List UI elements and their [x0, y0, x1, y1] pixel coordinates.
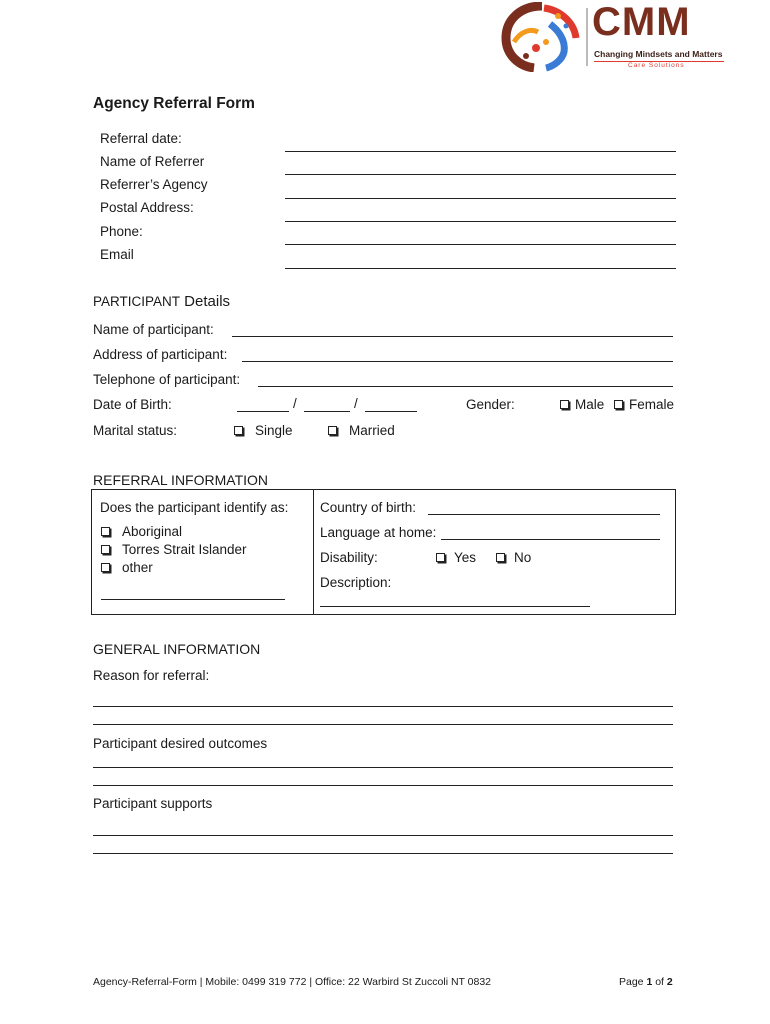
gender-female-option[interactable]	[614, 397, 674, 412]
aboriginal-label: Aboriginal	[122, 524, 183, 539]
torres-option[interactable]	[101, 542, 247, 557]
page-prefix: Page	[619, 976, 647, 988]
logo-subtagline: Care Solutions	[628, 62, 685, 69]
checkbox-icon[interactable]	[560, 400, 569, 409]
aboriginal-option[interactable]	[101, 524, 182, 539]
general-heading: GENERAL INFORMATION	[93, 641, 261, 657]
marital-status-label: Marital status:	[93, 423, 178, 438]
outcomes-label: Participant desired outcomes	[93, 736, 268, 751]
company-logo	[500, 2, 730, 72]
reason-field-line-2[interactable]	[93, 724, 673, 725]
supports-field-line-2[interactable]	[93, 853, 673, 854]
gender-label: Gender:	[466, 397, 515, 412]
reason-label: Reason for referral:	[93, 668, 210, 683]
description-label: Description:	[320, 575, 392, 590]
checkbox-icon[interactable]	[496, 553, 505, 562]
page-current: 1	[646, 976, 653, 988]
gender-male-label: Male	[575, 397, 605, 412]
disability-label: Disability:	[320, 550, 378, 565]
referral-heading: REFERRAL INFORMATION	[93, 472, 269, 488]
dob-year-field[interactable]	[365, 411, 417, 412]
page-total: 2	[666, 976, 673, 988]
disability-no-option[interactable]	[496, 550, 531, 565]
dob-month-field[interactable]	[304, 411, 350, 412]
participant-address-field[interactable]	[242, 361, 673, 362]
identify-label: Does the participant identify as:	[100, 500, 289, 515]
marital-single-option[interactable]	[234, 423, 293, 438]
participant-telephone-label: Telephone of participant:	[93, 372, 241, 387]
checkbox-icon[interactable]	[614, 400, 623, 409]
page-mid: of	[652, 976, 667, 988]
checkbox-icon[interactable]	[234, 426, 243, 435]
checkbox-icon[interactable]	[101, 527, 110, 536]
outcomes-field-line-1[interactable]	[93, 767, 673, 768]
other-label: other	[122, 560, 153, 575]
checkbox-icon[interactable]	[101, 563, 110, 572]
referrer-agency-label: Referrer’s Agency	[100, 177, 208, 192]
logo-tagline: Changing Mindsets and Matters	[594, 49, 723, 59]
marital-single-label: Single	[255, 423, 293, 438]
footer-text: Agency-Referral-Form | Mobile: 0499 319 772 | Office: 22 Warbird St Zuccoli NT 0832	[93, 976, 492, 988]
participant-name-field[interactable]	[232, 336, 673, 337]
phone-field[interactable]	[285, 244, 676, 245]
dob-day-field[interactable]	[237, 411, 289, 412]
referral-date-label: Referral date:	[100, 131, 182, 146]
logo-name: CMM	[592, 0, 691, 44]
page-number	[619, 976, 673, 988]
language-field[interactable]	[441, 539, 660, 540]
phone-label: Phone:	[100, 224, 143, 239]
referral-table-divider	[313, 490, 314, 614]
dob-separator: /	[354, 396, 358, 411]
dob-separator: /	[293, 396, 297, 411]
checkbox-icon[interactable]	[436, 553, 445, 562]
language-label: Language at home:	[320, 525, 437, 540]
referrer-name-label: Name of Referrer	[100, 154, 205, 169]
email-field[interactable]	[285, 268, 676, 269]
participant-name-label: Name of participant:	[93, 322, 214, 337]
participant-heading-rest: Details	[180, 293, 231, 310]
email-label: Email	[100, 247, 134, 262]
disability-no-label: No	[514, 550, 532, 565]
form-title: Agency Referral Form	[93, 95, 255, 112]
participant-heading	[93, 293, 230, 310]
outcomes-field-line-2[interactable]	[93, 785, 673, 786]
dob-label: Date of Birth:	[93, 397, 172, 412]
logo-divider	[586, 8, 588, 66]
country-label: Country of birth:	[320, 500, 417, 515]
marital-married-option[interactable]	[328, 423, 395, 438]
participant-heading-caps: PARTICIPANT	[93, 294, 181, 309]
other-option[interactable]	[101, 560, 153, 575]
gender-female-label: Female	[629, 397, 675, 412]
torres-label: Torres Strait Islander	[122, 542, 247, 557]
marital-married-label: Married	[349, 423, 395, 438]
logo-mark	[500, 2, 584, 72]
postal-address-label: Postal Address:	[100, 200, 194, 215]
gender-male-option[interactable]	[560, 397, 604, 412]
referral-date-field[interactable]	[285, 151, 676, 152]
other-specify-field[interactable]	[101, 599, 285, 600]
participant-telephone-field[interactable]	[258, 386, 673, 387]
supports-field-line-1[interactable]	[93, 835, 673, 836]
description-field[interactable]	[320, 606, 590, 607]
participant-address-label: Address of participant:	[93, 347, 228, 362]
checkbox-icon[interactable]	[101, 545, 110, 554]
referrer-agency-field[interactable]	[285, 198, 676, 199]
checkbox-icon[interactable]	[328, 426, 337, 435]
disability-yes-option[interactable]	[436, 550, 476, 565]
country-field[interactable]	[428, 514, 660, 515]
disability-yes-label: Yes	[454, 550, 477, 565]
reason-field-line-1[interactable]	[93, 706, 673, 707]
referrer-name-field[interactable]	[285, 174, 676, 175]
postal-address-field[interactable]	[285, 221, 676, 222]
supports-label: Participant supports	[93, 796, 213, 811]
